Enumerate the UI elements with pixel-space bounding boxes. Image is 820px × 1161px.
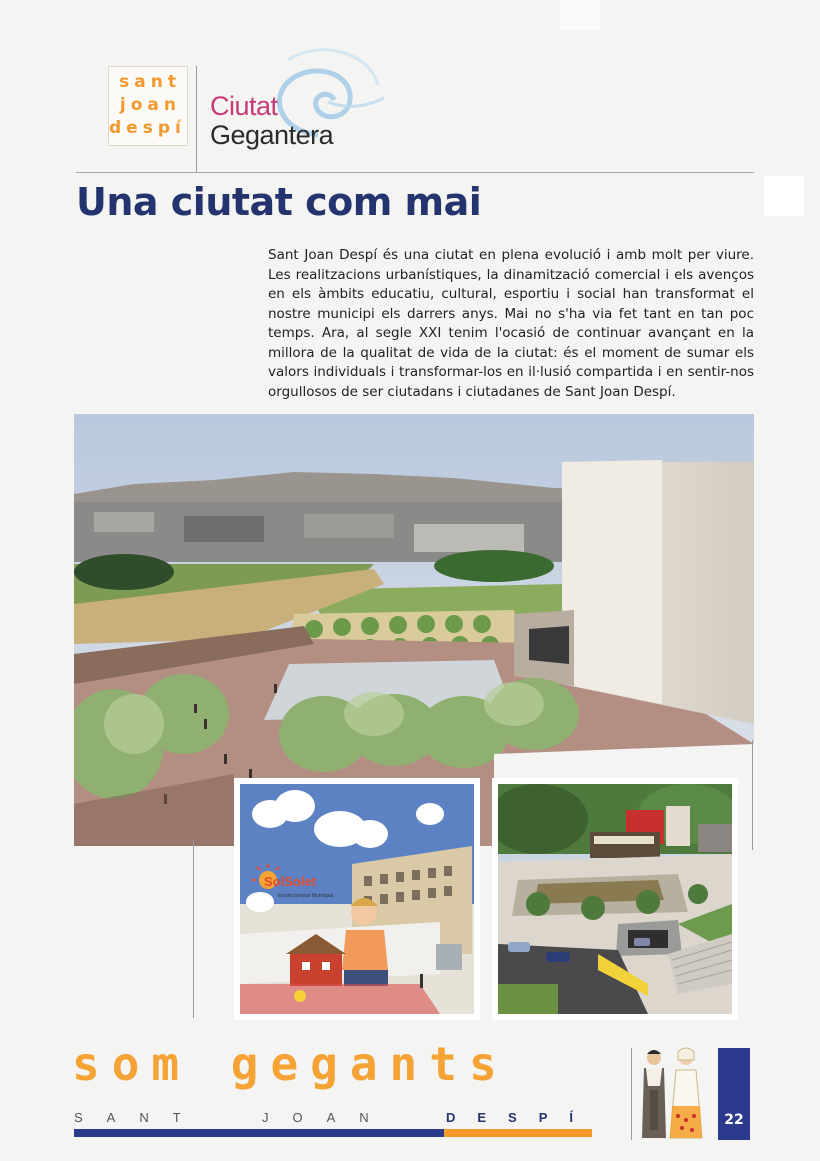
footer-bar-orange [444, 1129, 592, 1137]
intro-paragraph: Sant Joan Despí és una ciutat en plena evolució i amb molt per viure. Les realitzacions urbanístiques, la dinamització comercial i els avenços en els àmbits educatiu, cultural, esportiu i social han transformat el nostre municipi els darrers anys. Mai no s'ha via fet tant en tan poc temps. Ara, al segle XXI tenim l'ocasió de continuar avançant en la millora de la qualitat de vida de la ciutat: és el moment de sumar els valors individuals i transformar-los en il·lusió compartida i en sentir-nos orgullosos de ser ciutadans i ciutadanes de Sant Joan Despí. [268, 247, 754, 400]
image-divider-vertical [752, 740, 753, 850]
footer-divider-vertical [631, 1048, 632, 1140]
footer-sub-sant: SANT [74, 1110, 205, 1125]
logo-line-1: sant [119, 72, 181, 92]
footer-sub-joan: JOAN [262, 1110, 393, 1125]
footer-bar-blue [74, 1129, 444, 1137]
giants-figures-illustration [636, 1046, 716, 1142]
body-divider-vertical [193, 840, 194, 1018]
page-title: Una ciutat com mai [76, 180, 482, 224]
logo-line-3: despí [109, 118, 186, 138]
header-divider-vertical [196, 66, 197, 172]
school-logo-subtext: Escola bressol Municipal [278, 893, 334, 899]
footer-brand-som-gegants: som gegants [72, 1037, 509, 1091]
plaza-rendering-image [492, 778, 738, 1020]
sant-joan-despi-logo [108, 66, 188, 146]
page-number: 22 [724, 1112, 744, 1128]
brand-line-gegantera: Gegantera [210, 120, 334, 150]
scan-blank-patch [560, 0, 600, 30]
header-divider-horizontal [76, 172, 754, 173]
scan-blank-patch-right [764, 176, 804, 216]
footer-subtitle [74, 1110, 594, 1126]
footer-sub-despi: DESPÍ [446, 1110, 596, 1125]
logo-line-2: joan [119, 95, 181, 115]
nursery-school-image [234, 778, 480, 1020]
school-logo-text: SolSolet [264, 874, 317, 889]
brand-line-ciutat: Ciutat [210, 91, 278, 121]
